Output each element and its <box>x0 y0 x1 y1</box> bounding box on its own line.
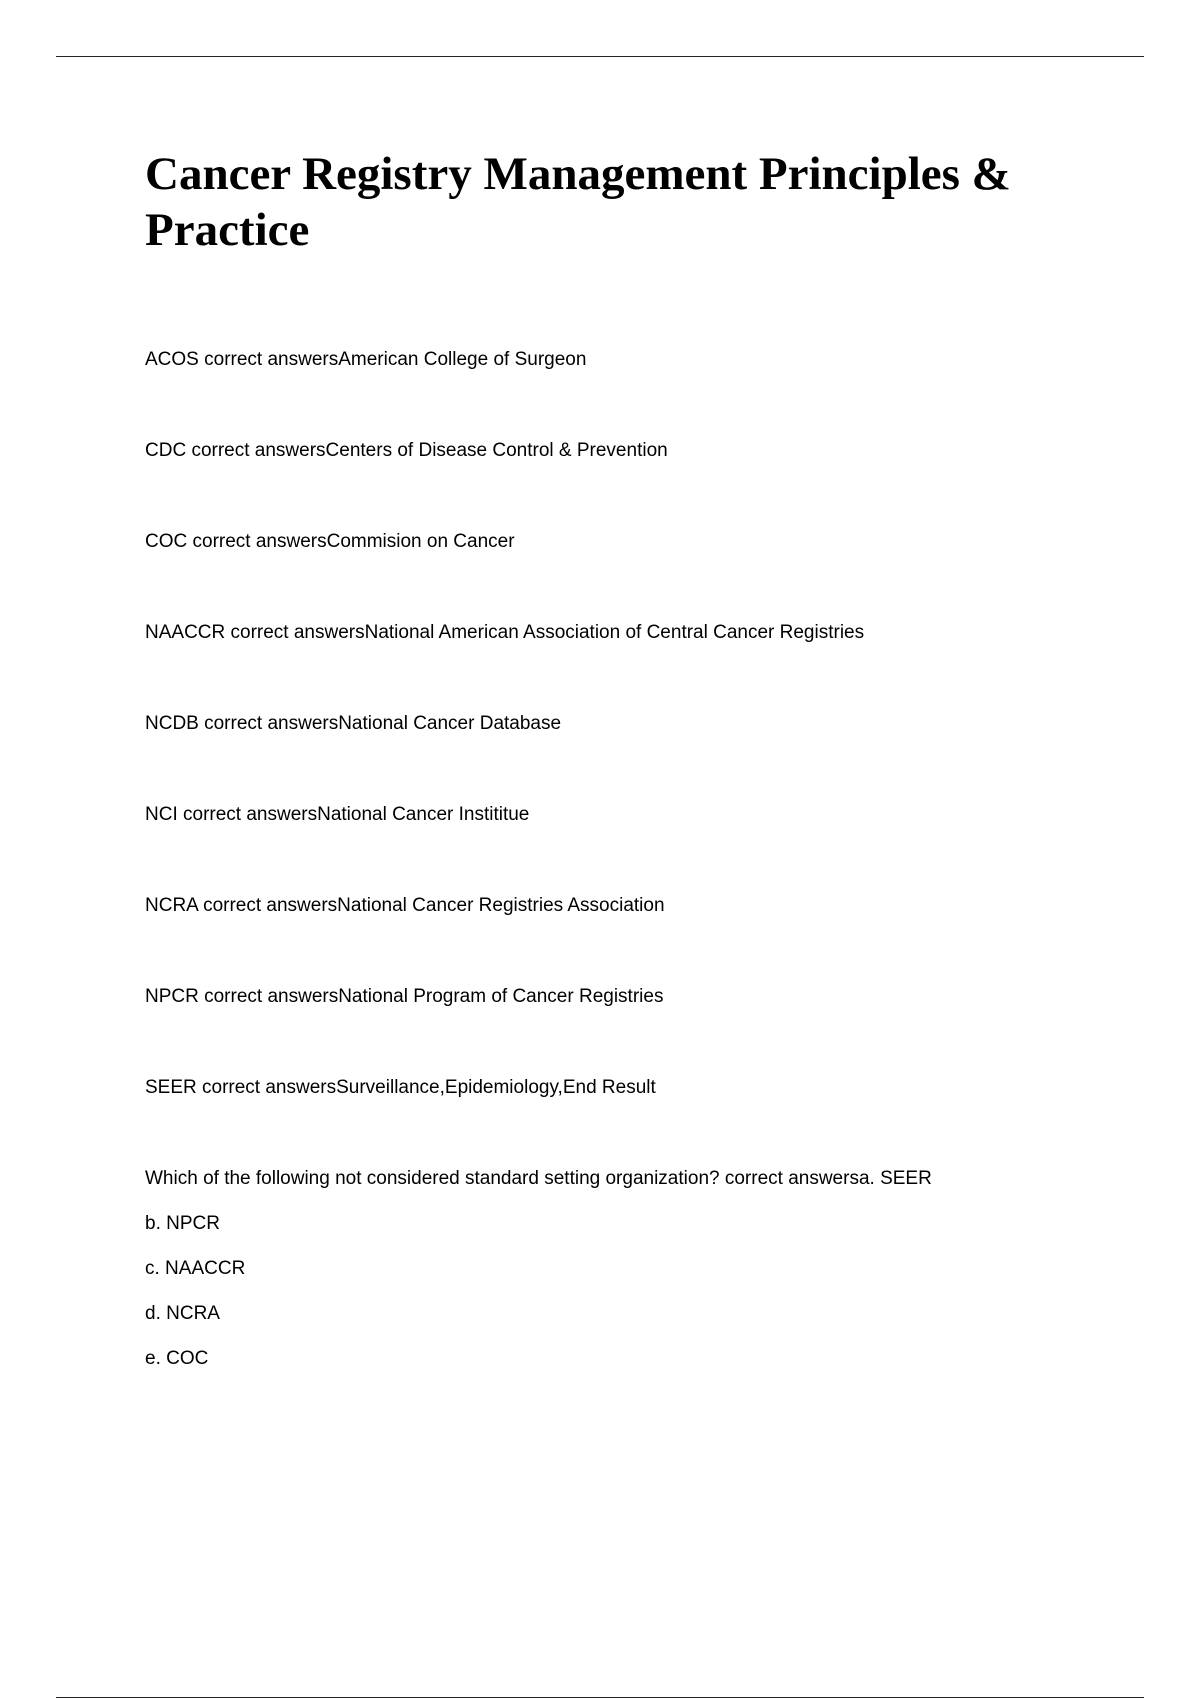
term-entry-nci: NCI correct answersNational Cancer Instititue <box>145 804 530 825</box>
term-entry-cdc: CDC correct answersCenters of Disease Control & Prevention <box>145 440 668 461</box>
term-entry-naaccr: NAACCR correct answersNational American Association of Central Cancer Registries <box>145 622 865 643</box>
answer-option-d: d. NCRA <box>145 1303 220 1324</box>
term-entry-seer: SEER correct answersSurveillance,Epidemiology,End Result <box>145 1077 656 1098</box>
term-entry-acos: ACOS correct answersAmerican College of Surgeon <box>145 349 587 370</box>
top-divider <box>56 56 1144 57</box>
answer-option-e: e. COC <box>145 1348 209 1369</box>
term-list <box>145 348 1125 1167</box>
bottom-divider <box>56 1697 1144 1698</box>
question-block <box>145 1167 1125 1392</box>
document-title: Cancer Registry Management Principles & Practice <box>145 148 1011 256</box>
answer-option-b: b. NPCR <box>145 1213 220 1234</box>
answer-options <box>145 1212 1125 1392</box>
term-entry-ncra: NCRA correct answersNational Cancer Registries Association <box>145 895 665 916</box>
term-entry-coc: COC correct answersCommision on Cancer <box>145 531 515 552</box>
question-text: Which of the following not considered standard setting organization? correct answersa. SEER <box>145 1168 932 1189</box>
answer-option-c: c. NAACCR <box>145 1258 246 1279</box>
term-entry-ncdb: NCDB correct answersNational Cancer Database <box>145 713 562 734</box>
term-entry-npcr: NPCR correct answersNational Program of Cancer Registries <box>145 986 664 1007</box>
